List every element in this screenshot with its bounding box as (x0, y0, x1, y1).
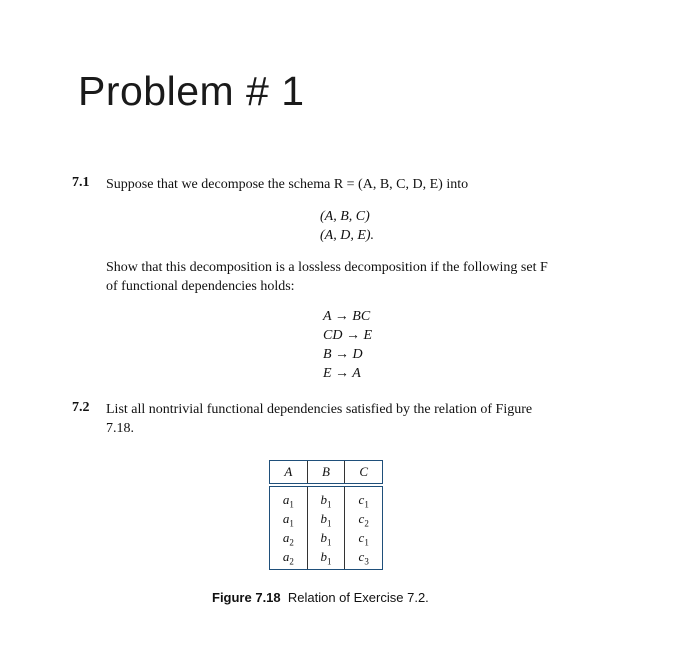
relation-cell: $b_1$ (320, 530, 332, 548)
decomposition-schema-2: (A, D, E). (320, 228, 375, 243)
relation-cell: $a_1$ (282, 492, 294, 510)
relation-cell: $b_1$ (320, 492, 332, 510)
problem-number-7-1: 7.1 (72, 175, 90, 190)
figure-label: Figure 7.18 (212, 590, 281, 605)
relation-cell: $a_1$ (282, 511, 294, 529)
figure-caption-text: Relation of Exercise 7.2. (287, 590, 429, 605)
decomposition-block (320, 207, 374, 245)
problem-7-1-statement: Suppose that we decompose the schema R = (A, B, C, D, E) into (106, 177, 469, 192)
relation-cell: $c_3$ (358, 549, 369, 567)
decomposition-schema-1: (A, B, C) (320, 209, 370, 224)
relation-cell: $a_2$ (282, 530, 294, 548)
relation-cell: $c_2$ (358, 511, 369, 529)
functional-dependencies-block (323, 307, 372, 383)
figure-caption (212, 590, 429, 605)
relation-cell: $b_1$ (320, 549, 332, 567)
problem-7-1-question-line-1: Show that this decomposition is a lossless decomposition if the following set F (106, 260, 548, 275)
page-title: Problem # 1 (78, 68, 305, 114)
problem-number-7-2: 7.2 (72, 400, 90, 415)
relation-column-c (345, 487, 382, 569)
relation-body (269, 486, 383, 570)
dependency-3: B → D (323, 347, 363, 362)
dependency-2: CD → E (323, 328, 372, 343)
relation-cell: $c_1$ (358, 530, 369, 548)
dependency-1: A → BC (323, 309, 371, 324)
relation-header-a: A (270, 461, 308, 483)
problem-7-1-question-line-2: of functional dependencies holds: (106, 279, 295, 294)
relation-cell: $a_2$ (282, 549, 294, 567)
relation-column-b (308, 487, 346, 569)
relation-header-b: B (308, 461, 346, 483)
relation-header-c: C (359, 464, 369, 479)
relation-cell: $c_1$ (358, 492, 369, 510)
problem-7-2-statement-line-2: 7.18. (106, 421, 134, 436)
problem-7-2-statement-line-1: List all nontrivial functional dependencies satisfied by the relation of Figure (106, 402, 533, 417)
relation-cell: $b_1$ (320, 511, 332, 529)
relation-column-a (270, 487, 308, 569)
dependency-4: E → A (323, 366, 361, 381)
relation-header-row (269, 460, 383, 484)
